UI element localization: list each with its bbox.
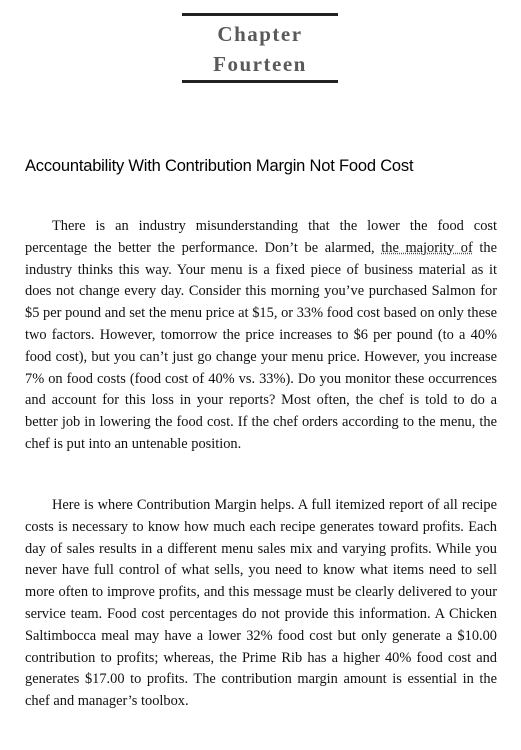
chapter-number: Fourteen	[213, 52, 307, 76]
paragraph-1	[25, 216, 497, 456]
paragraph-1-text-end: the industry thinks this way. Your menu is a fixed piece of business material as it does not change every day. Consider this morning you’ve purchased Salmon for $5 per pound and set the menu price at $15, or 33% food cost based on only these two factors. However, tomorrow the price increases to $6 per pound (to a 40% food cost), but you can’t just go change your menu price. However, you increase 7% on food costs (food cost of 40% vs. 33%). Do you monitor these occurrences and account for this loss in your reports? Most often, the chef is told to do a better job in lowering the food cost. If the chef orders according to the menu, the chef is put into an untenable position.	[25, 239, 497, 452]
chapter-heading-box	[182, 13, 338, 83]
chapter-label: Chapter	[217, 22, 303, 46]
grammar-marked-phrase[interactable]: the majority of	[381, 239, 473, 256]
section-title: Accountability With Contribution Margin Not Food Cost	[25, 157, 414, 175]
paragraph-2: Here is where Contribution Margin helps. A full itemized report of all recipe costs is necessary to know how much each recipe generates toward profits. Each day of sales results in a different menu sales mix and varying profits. While you never have full control of what sells, you need to know what items need to sell more often to improve profits, and this message must be clearly delivered to your service team. Food cost percentages do not provide this information. A Chicken Saltimbocca meal may have a lower 32% food cost but only generate a $10.00 contribution to profits; whereas, the Prime Rib has a higher 40% food cost and generates $17.00 to profits. The contribution margin amount is essential in the chef and manager’s toolbox.	[25, 497, 497, 710]
paragraph-1-text-start: There is an industry misunderstanding that the lower the food cost percentage the better the performance. Don’t be alarmed,	[25, 218, 497, 256]
